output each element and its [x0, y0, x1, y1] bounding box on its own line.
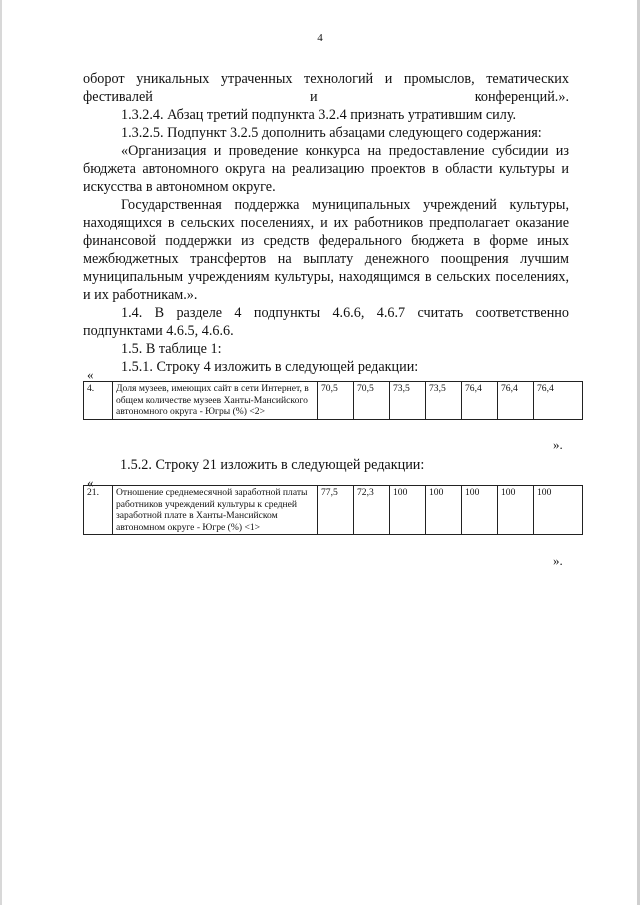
- paragraph-6: 1.5. В таблице 1:: [121, 341, 222, 357]
- table-row: [84, 486, 583, 535]
- paragraph-1: 1.3.2.4. Абзац третий подпункта 3.2.4 признать утратившим силу.: [121, 107, 517, 123]
- value-cell: 73,5: [390, 382, 426, 420]
- scan-edge-left: [0, 0, 2, 905]
- table-row-4: [83, 381, 583, 420]
- value-cell: 100: [498, 486, 534, 535]
- row-number: 21.: [84, 486, 113, 535]
- value-cell: 100: [390, 486, 426, 535]
- table-row: [84, 382, 583, 420]
- row-number: 4.: [84, 382, 113, 420]
- quote-open-1: «: [87, 367, 94, 382]
- paragraph-7: 1.5.1. Строку 4 изложить в следующей редакции:: [121, 359, 419, 375]
- value-cell: 100: [426, 486, 462, 535]
- value-cell: 73,5: [426, 382, 462, 420]
- row-description: Отношение среднемесячной заработной платы работников учреждений культуры к средней заработной плате в Ханты-Мансийском автономном округе - Югре (%) <1>: [113, 486, 318, 535]
- value-cell: 100: [462, 486, 498, 535]
- quote-open-2: «: [87, 475, 94, 490]
- page-number: 4: [317, 32, 323, 44]
- value-cell: 77,5: [318, 486, 354, 535]
- table-row-21: [83, 485, 583, 535]
- quote-close-1: ».: [553, 437, 563, 452]
- value-cell: 76,4: [498, 382, 534, 420]
- paragraph-4: Государственная поддержка муниципальных учреждений культуры, находящихся в сельских поселениях, и их работников предполагает оказание финансовой поддержки из средств федерального бюджета в форме иных межбюджетных трансфертов на выплату денежного поощрения лучшим муниципальным учреждениям культуры, находящимся в сельских поселениях, и их работникам.».: [83, 197, 569, 303]
- value-cell: 72,3: [354, 486, 390, 535]
- value-cell: 70,5: [318, 382, 354, 420]
- paragraph-5: 1.4. В разделе 4 подпункты 4.6.6, 4.6.7 считать соответственно подпунктами 4.6.5, 4.6.6.: [83, 305, 569, 339]
- value-cell: 76,4: [534, 382, 583, 420]
- paragraph-3: «Организация и проведение конкурса на предоставление субсидии из бюджета автономного округа на реализацию проектов в области культуры и искусства в автономном округе.: [83, 143, 569, 195]
- value-cell: 100: [534, 486, 583, 535]
- row-description: Доля музеев, имеющих сайт в сети Интернет, в общем количестве музеев Ханты-Мансийского автономного округа - Югры (%) <2>: [113, 382, 318, 420]
- value-cell: 76,4: [462, 382, 498, 420]
- paragraph-2: 1.3.2.5. Подпункт 3.2.5 дополнить абзацами следующего содержания:: [121, 125, 542, 141]
- value-cell: 70,5: [354, 382, 390, 420]
- body-text: [83, 70, 569, 376]
- subheading-row-21: 1.5.2. Строку 21 изложить в следующей редакции:: [120, 457, 425, 473]
- quote-close-2: ».: [553, 553, 563, 568]
- paragraph-0: оборот уникальных утраченных технологий и промыслов, тематических фестивалей и конференций.».: [83, 71, 569, 105]
